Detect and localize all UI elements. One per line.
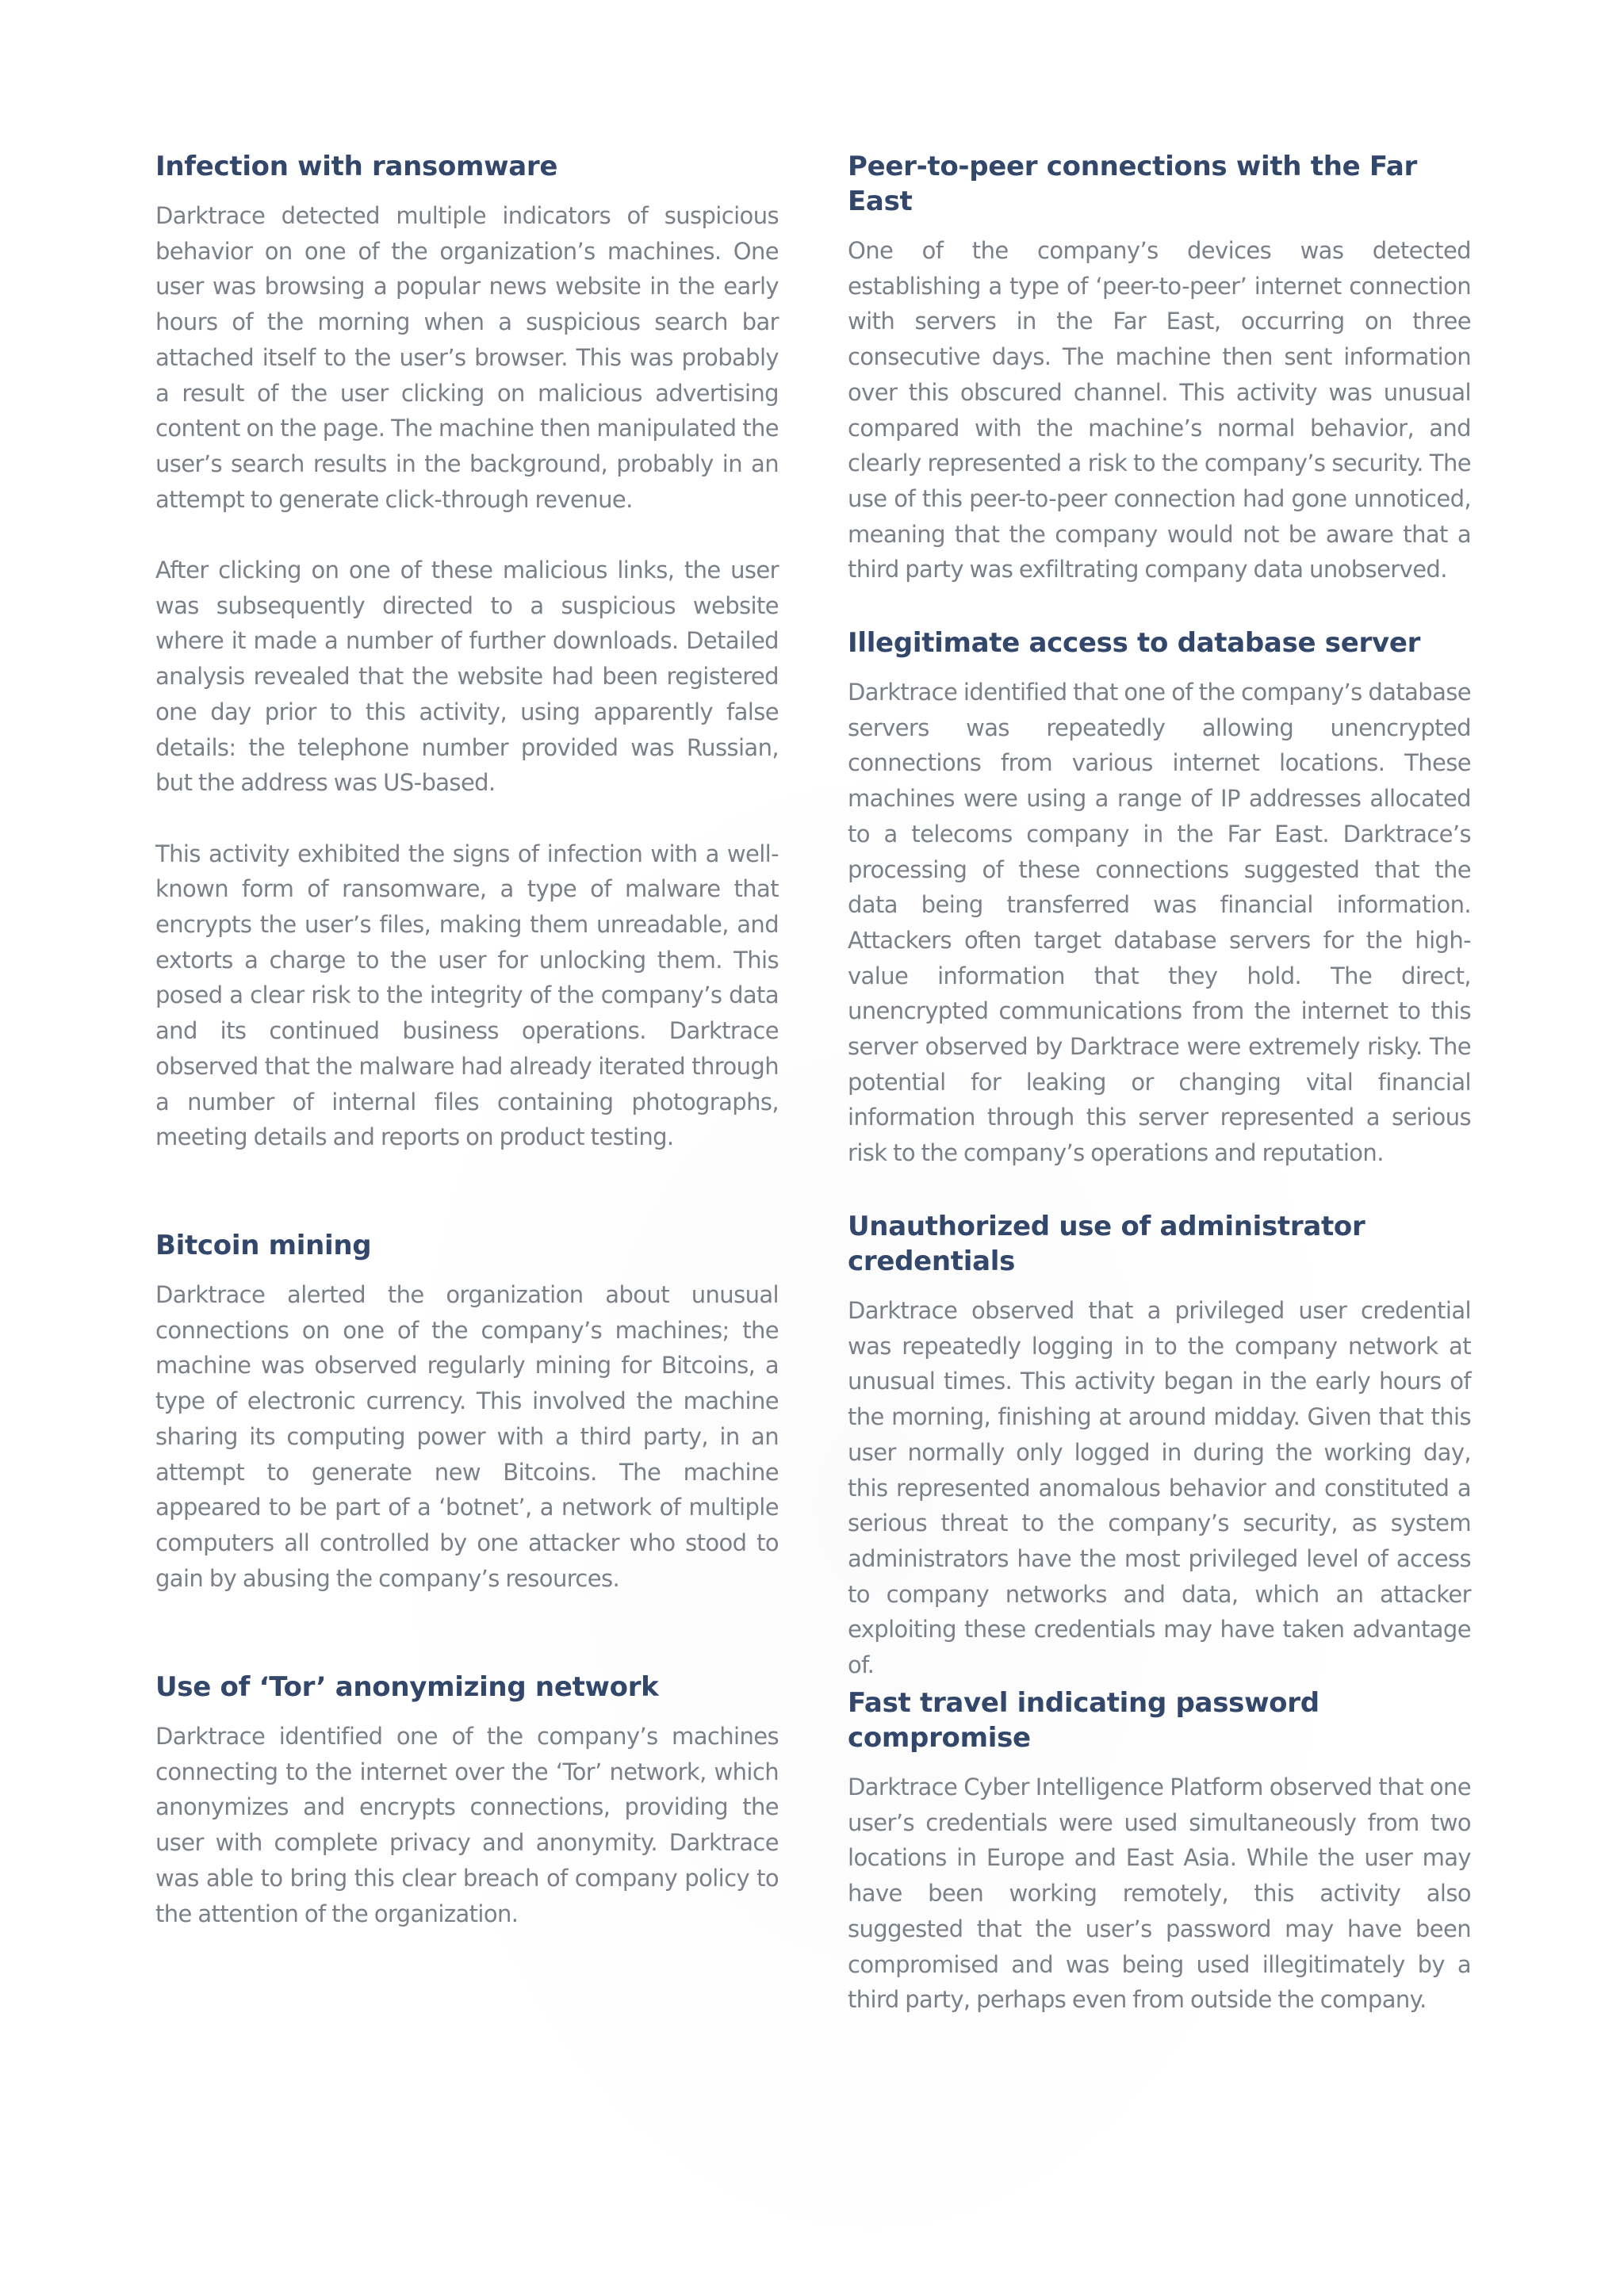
section-fast-travel [848, 1686, 1471, 2018]
section-heading: Fast travel indicating password compromise [848, 1687, 1320, 1754]
section-paragraph: One of the company’s devices was detected establishing a type of ‘peer-to-peer’ internet connection with servers in the Far East, occurring on three consecutive days. The machine then sent information over this obscured channel. This activity was unusual compared with the machine’s normal behavior, and clearly represented a risk to the company’s security. The use of this peer-to-peer connection had gone unnoticed, meaning that the company would not be aware that a third party was exfiltrating company data unobserved. [848, 237, 1471, 584]
section-illegitimate-database-access [848, 626, 1471, 1171]
section-heading: Infection with ransomware [155, 151, 558, 182]
section-paragraph: Darktrace detected multiple indicators of suspicious behavior on one of the organization’s machines. One user was browsing a popular news website in the early hours of the morning when a suspicious search bar attached itself to the user’s browser. This was probably a result of the user clicking on malicious advertising content on the page. The machine then manipulated the user’s search results in the background, probably in an attempt to generate click-through revenue. [155, 202, 779, 513]
section-paragraph: This activity exhibited the signs of infection with a well-known form of ransomware, a type of malware that encrypts the user’s files, making them unreadable, and extorts a charge to the user for unlocking them. This posed a clear risk to the integrity of the company’s data and its continued business operations. Darktrace observed that the malware had already iterated through a number of internal files containing photographs, meeting details and reports on product testing. [155, 840, 779, 1151]
section-paragraph: Darktrace identified one of the company’s machines connecting to the internet over the ‘Tor’ network, which anonymizes and encrypts connections, providing the user with complete privacy and anonymity. Darktrace was able to bring this clear breach of company policy to the attention of the organization. [155, 1723, 779, 1927]
section-use-of-tor [155, 1670, 779, 1931]
section-heading: Peer-to-peer connections with the Far East [848, 151, 1417, 217]
section-unauthorized-admin-credentials [848, 1209, 1471, 1683]
section-heading: Illegitimate access to database server [848, 627, 1421, 659]
section-heading: Bitcoin mining [155, 1230, 372, 1261]
section-paragraph: Darktrace Cyber Intelligence Platform observed that one user’s credentials were used simultaneously from two locations in Europe and East Asia. While the user may have been working remotely, this activity also suggested that the user’s password may have been compromised and was being used illegitimately by a third party, perhaps even from outside the company. [848, 1774, 1471, 2014]
section-paragraph: After clicking on one of these malicious links, the user was subsequently directed to a suspicious website where it made a number of further downloads. Detailed analysis revealed that the website had been registered one day prior to this activity, using apparently false details: the telephone number provided was Russian, but the address was US-based. [155, 557, 779, 797]
section-paragraph: Darktrace identified that one of the company’s database servers was repeatedly allowing unencrypted connections from various internet locations. These machines were using a range of IP addresses allocated to a telecoms company in the Far East. Darktrace’s processing of these connections suggested that the data being transferred was financial information. Attackers often target database servers for the high-value information that they hold. The direct, unencrypted communications from the internet to this server observed by Darktrace were extremely risky. The potential for leaking or changing vital financial information through this server represented a serious risk to the company’s operations and reputation. [848, 679, 1471, 1167]
section-peer-to-peer [848, 149, 1471, 587]
section-infection-with-ransomware [155, 149, 779, 1155]
section-paragraph: Darktrace alerted the organization about unusual connections on one of the company’s machines; the machine was observed regularly mining for Bitcoins, a type of electronic currency. This involved the machine sharing its computing power with a third party, in an attempt to generate new Bitcoins. The machine appeared to be part of a ‘botnet’, a network of multiple computers all controlled by one attacker who stood to gain by abusing the company’s resources. [155, 1281, 779, 1592]
section-heading: Unauthorized use of administrator credentials [848, 1211, 1365, 1277]
section-bitcoin-mining [155, 1228, 779, 1596]
section-paragraph: Darktrace observed that a privileged user credential was repeatedly logging in to the company network at unusual times. This activity began in the early hours of the morning, finishing at around midday. Given that this user normally only logged in during the working day, this represented anomalous behavior and constituted a serious threat to the company’s security, as system administrators have the most privileged level of access to company networks and data, which an attacker exploiting these credentials may have taken advantage of. [848, 1297, 1471, 1679]
section-heading: Use of ‘Tor’ anonymizing network [155, 1671, 659, 1703]
